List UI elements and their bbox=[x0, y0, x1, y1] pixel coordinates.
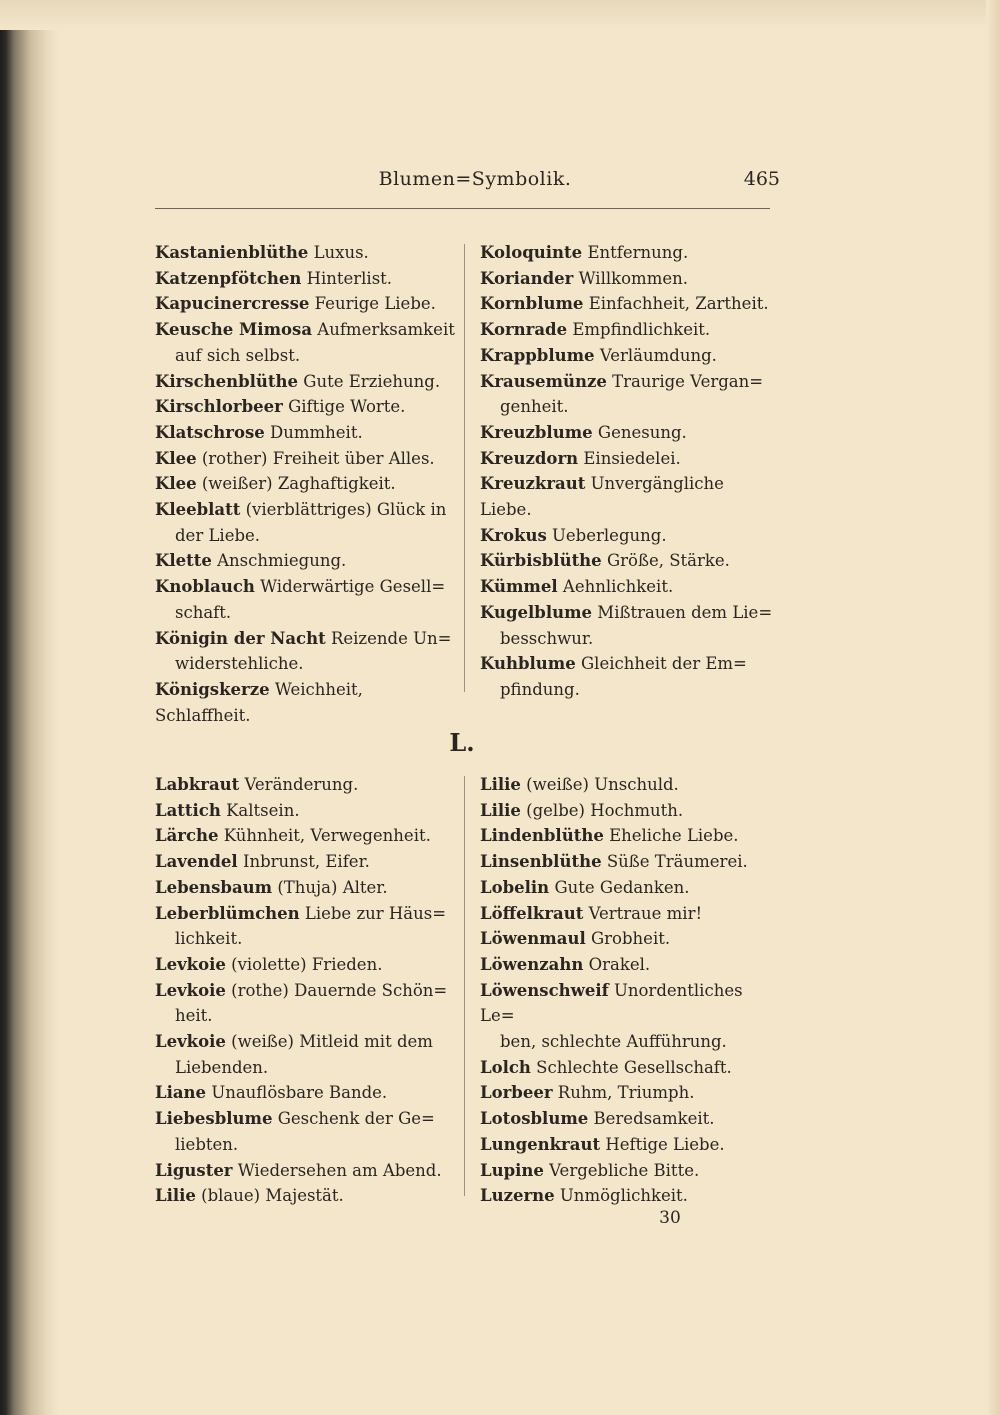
entry-term: Kreuzkraut bbox=[480, 474, 586, 494]
glossary-entry bbox=[480, 651, 780, 702]
printer-signature: 30 bbox=[659, 1208, 681, 1228]
entry-meaning: Schlechte Gesellschaft. bbox=[536, 1057, 732, 1077]
entry-meaning: Aufmerksamkeit bbox=[317, 320, 455, 340]
page-number: 465 bbox=[743, 168, 780, 190]
glossary-entry bbox=[480, 849, 780, 875]
entry-continuation: pfindung. bbox=[500, 679, 580, 699]
entry-meaning: (weißer) Zaghaftigkeit. bbox=[201, 474, 396, 494]
entry-meaning: Beredsamkeit. bbox=[593, 1109, 715, 1129]
glossary-entry bbox=[155, 952, 455, 978]
glossary-entry bbox=[155, 240, 455, 266]
entry-meaning: (violette) Frieden. bbox=[231, 954, 383, 974]
entry-meaning: Dummheit. bbox=[270, 422, 363, 442]
entry-term: Lärche bbox=[155, 826, 219, 846]
section-k-left-column bbox=[155, 240, 455, 728]
glossary-entry bbox=[480, 369, 780, 420]
entry-term: Löwenmaul bbox=[480, 929, 586, 949]
glossary-entry bbox=[480, 926, 780, 952]
entry-term: Kuhblume bbox=[480, 654, 576, 674]
entry-meaning: Veränderung. bbox=[244, 775, 359, 794]
glossary-entry bbox=[480, 901, 780, 927]
entry-meaning: Anschmiegung. bbox=[217, 551, 347, 571]
entry-term: Linsenblüthe bbox=[480, 852, 602, 872]
entry-meaning: Heftige Liebe. bbox=[605, 1134, 725, 1154]
entry-continuation: heit. bbox=[175, 1006, 213, 1026]
entry-meaning: Orakel. bbox=[588, 954, 651, 974]
entry-term: Kreuzdorn bbox=[480, 448, 579, 468]
entry-continuation: auf sich selbst. bbox=[175, 345, 301, 365]
entry-meaning: Einsiedelei. bbox=[583, 448, 681, 468]
entry-continuation: widerstehliche. bbox=[175, 654, 304, 674]
entry-meaning: (gelbe) Hochmuth. bbox=[526, 800, 684, 820]
section-heading-l: L. bbox=[449, 728, 475, 757]
entry-meaning: Ueberlegung. bbox=[552, 525, 667, 545]
glossary-entry bbox=[155, 317, 455, 368]
entry-meaning: (rother) Freiheit über Alles. bbox=[201, 448, 435, 468]
glossary-entry bbox=[480, 420, 780, 446]
entry-term: Labkraut bbox=[155, 775, 240, 794]
glossary-entry bbox=[155, 875, 455, 901]
entry-meaning: Vergebliche Bitte. bbox=[549, 1160, 700, 1180]
entry-term: Klee bbox=[155, 474, 197, 494]
entry-term: Luzerne bbox=[480, 1186, 555, 1206]
glossary-entry bbox=[155, 677, 455, 728]
entry-meaning: Gute Gedanken. bbox=[554, 877, 690, 897]
glossary-entry bbox=[155, 1183, 455, 1209]
entry-term: Keusche Mimosa bbox=[155, 320, 313, 340]
entry-meaning: Geschenk der Ge= bbox=[277, 1109, 435, 1129]
entry-meaning: Kühnheit, Verwegenheit. bbox=[223, 826, 431, 846]
glossary-entry bbox=[155, 901, 455, 952]
entry-meaning: (weiße) Unschuld. bbox=[526, 775, 679, 794]
entry-continuation: schaft. bbox=[175, 602, 232, 622]
entry-continuation: besschwur. bbox=[500, 628, 594, 648]
entry-term: Kornblume bbox=[480, 294, 584, 314]
entry-meaning: Grobheit. bbox=[590, 929, 671, 949]
book-binding bbox=[0, 0, 58, 1415]
entry-continuation: genheit. bbox=[500, 397, 569, 417]
entry-meaning: Aehnlichkeit. bbox=[562, 577, 674, 597]
entry-continuation: Liebenden. bbox=[175, 1057, 269, 1077]
page-right-edge bbox=[986, 0, 1000, 1415]
entry-term: Liguster bbox=[155, 1160, 233, 1180]
glossary-entry bbox=[480, 798, 780, 824]
entry-term: Kümmel bbox=[480, 577, 558, 597]
glossary-entry bbox=[155, 266, 455, 292]
entry-term: Kastanienblüthe bbox=[155, 243, 309, 262]
entry-term: Lorbeer bbox=[480, 1083, 553, 1103]
glossary-entry bbox=[480, 823, 780, 849]
entry-meaning: Süße Träumerei. bbox=[606, 852, 748, 872]
entry-meaning: Hinterlist. bbox=[306, 268, 393, 288]
glossary-entry bbox=[480, 1132, 780, 1158]
glossary-entry bbox=[155, 798, 455, 824]
entry-term: Kornrade bbox=[480, 320, 568, 340]
entry-meaning: Verläumdung. bbox=[599, 345, 717, 365]
entry-term: Lilie bbox=[155, 1186, 196, 1206]
entry-term: Lupine bbox=[480, 1160, 544, 1180]
glossary-entry bbox=[480, 1055, 780, 1081]
entry-meaning: Wiedersehen am Abend. bbox=[237, 1160, 442, 1180]
entry-meaning: Luxus. bbox=[313, 243, 369, 262]
entry-meaning: Weichheit, Schlaffheit. bbox=[155, 679, 363, 725]
glossary-entry bbox=[155, 548, 455, 574]
entry-term: Lattich bbox=[155, 800, 221, 820]
entry-meaning: Unvergängliche Liebe. bbox=[480, 474, 724, 520]
glossary-entry bbox=[155, 471, 455, 497]
glossary-entry bbox=[155, 626, 455, 677]
entry-term: Kirschenblüthe bbox=[155, 371, 299, 391]
glossary-entry bbox=[480, 446, 780, 472]
entry-term: Klee bbox=[155, 448, 197, 468]
entry-meaning: Widerwärtige Gesell= bbox=[260, 577, 446, 597]
entry-continuation: ben, schlechte Aufführung. bbox=[500, 1032, 727, 1052]
entry-term: Leberblümchen bbox=[155, 903, 300, 923]
entry-meaning: Unmöglichkeit. bbox=[559, 1186, 688, 1206]
entry-meaning: Feurige Liebe. bbox=[314, 294, 436, 314]
glossary-entry bbox=[155, 574, 455, 625]
entry-meaning: (weiße) Mitleid mit dem bbox=[231, 1032, 433, 1052]
glossary-entry bbox=[480, 240, 780, 266]
glossary-entry bbox=[480, 548, 780, 574]
column-divider bbox=[464, 244, 465, 692]
glossary-entry bbox=[155, 978, 455, 1029]
entry-term: Königin der Nacht bbox=[155, 628, 326, 648]
glossary-entry bbox=[155, 1029, 455, 1080]
glossary-entry bbox=[480, 471, 780, 522]
glossary-entry bbox=[480, 266, 780, 292]
section-l-right-column bbox=[480, 772, 780, 1209]
entry-continuation: liebten. bbox=[175, 1134, 239, 1154]
glossary-entry bbox=[480, 978, 780, 1055]
entry-meaning: Gleichheit der Em= bbox=[580, 654, 747, 674]
entry-term: Löwenschweif bbox=[480, 980, 609, 1000]
entry-meaning: Genesung. bbox=[597, 422, 687, 442]
entry-term: Krokus bbox=[480, 525, 547, 545]
section-l-left-column bbox=[155, 772, 455, 1209]
entry-term: Lotosblume bbox=[480, 1109, 589, 1129]
entry-meaning: (Thuja) Alter. bbox=[277, 877, 388, 897]
entry-term: Levkoie bbox=[155, 1032, 226, 1052]
glossary-entry bbox=[155, 497, 455, 548]
entry-term: Krausemünze bbox=[480, 371, 607, 391]
entry-meaning: Willkommen. bbox=[578, 268, 688, 288]
entry-meaning: Giftige Worte. bbox=[288, 397, 406, 417]
entry-term: Lebensbaum bbox=[155, 877, 273, 897]
entry-meaning: Inbrunst, Eifer. bbox=[242, 852, 370, 872]
glossary-entry bbox=[155, 1080, 455, 1106]
entry-term: Klette bbox=[155, 551, 212, 571]
entry-term: Liebesblume bbox=[155, 1109, 273, 1129]
section-k-right-column bbox=[480, 240, 780, 703]
entry-meaning: Traurige Vergan= bbox=[612, 371, 764, 391]
entry-term: Lilie bbox=[480, 800, 521, 820]
glossary-entry bbox=[480, 291, 780, 317]
entry-term: Koriander bbox=[480, 268, 574, 288]
glossary-entry bbox=[480, 317, 780, 343]
glossary-entry bbox=[480, 1080, 780, 1106]
glossary-entry bbox=[480, 574, 780, 600]
entry-meaning: Mißtrauen dem Lie= bbox=[597, 602, 773, 622]
entry-term: Koloquinte bbox=[480, 243, 583, 262]
entry-meaning: Reizende Un= bbox=[330, 628, 452, 648]
entry-term: Kreuzblume bbox=[480, 422, 593, 442]
entry-meaning: Eheliche Liebe. bbox=[609, 826, 739, 846]
glossary-entry bbox=[480, 772, 780, 798]
entry-meaning: (blaue) Majestät. bbox=[201, 1186, 344, 1206]
entry-term: Klatschrose bbox=[155, 422, 265, 442]
entry-meaning: Einfachheit, Zartheit. bbox=[588, 294, 769, 314]
glossary-entry bbox=[480, 1106, 780, 1132]
glossary-entry bbox=[155, 394, 455, 420]
entry-term: Kirschlorbeer bbox=[155, 397, 283, 417]
entry-continuation: lichkeit. bbox=[175, 929, 243, 949]
entry-meaning: Gute Erziehung. bbox=[303, 371, 441, 391]
running-head-title: Blumen=Symbolik. bbox=[378, 168, 572, 190]
entry-term: Krappblume bbox=[480, 345, 595, 365]
entry-meaning: Liebe zur Häus= bbox=[304, 903, 447, 923]
entry-term: Knoblauch bbox=[155, 577, 255, 597]
entry-meaning: Größe, Stärke. bbox=[606, 551, 730, 571]
entry-meaning: Vertraue mir! bbox=[588, 903, 703, 923]
entry-term: Königskerze bbox=[155, 679, 270, 699]
entry-term: Lolch bbox=[480, 1057, 531, 1077]
entry-term: Levkoie bbox=[155, 954, 226, 974]
entry-meaning: Unauflösbare Bande. bbox=[211, 1083, 388, 1103]
glossary-entry bbox=[155, 446, 455, 472]
glossary-entry bbox=[155, 369, 455, 395]
entry-term: Lavendel bbox=[155, 852, 238, 872]
entry-term: Kürbisblüthe bbox=[480, 551, 602, 571]
glossary-entry bbox=[480, 1158, 780, 1184]
entry-term: Levkoie bbox=[155, 980, 226, 1000]
glossary-entry bbox=[155, 1106, 455, 1157]
glossary-entry bbox=[155, 1158, 455, 1184]
entry-meaning: Entfernung. bbox=[587, 243, 689, 262]
entry-meaning: (vierblättriges) Glück in bbox=[245, 500, 447, 520]
entry-term: Kugelblume bbox=[480, 602, 593, 622]
entry-term: Kleeblatt bbox=[155, 500, 241, 520]
entry-term: Löwenzahn bbox=[480, 954, 584, 974]
glossary-entry bbox=[480, 875, 780, 901]
glossary-entry bbox=[480, 952, 780, 978]
glossary-entry bbox=[480, 343, 780, 369]
glossary-entry bbox=[480, 600, 780, 651]
glossary-entry bbox=[155, 849, 455, 875]
page-top-edge bbox=[0, 0, 1000, 30]
glossary-entry bbox=[155, 823, 455, 849]
entry-term: Lilie bbox=[480, 775, 521, 794]
column-divider bbox=[464, 776, 465, 1196]
glossary-entry bbox=[155, 291, 455, 317]
entry-term: Kapucinercresse bbox=[155, 294, 310, 314]
entry-meaning: Unordentliches Le= bbox=[480, 980, 743, 1026]
glossary-entry bbox=[480, 523, 780, 549]
entry-term: Löffelkraut bbox=[480, 903, 584, 923]
entry-term: Lungenkraut bbox=[480, 1134, 601, 1154]
glossary-entry bbox=[155, 420, 455, 446]
header-rule bbox=[155, 208, 770, 209]
entry-term: Lobelin bbox=[480, 877, 550, 897]
glossary-entry bbox=[155, 772, 455, 798]
entry-continuation: der Liebe. bbox=[175, 525, 261, 545]
entry-meaning: Kaltsein. bbox=[226, 800, 300, 820]
entry-term: Katzenpfötchen bbox=[155, 268, 302, 288]
entry-term: Liane bbox=[155, 1083, 207, 1103]
entry-meaning: Ruhm, Triumph. bbox=[557, 1083, 695, 1103]
entry-meaning: (rothe) Dauernde Schön= bbox=[231, 980, 448, 1000]
glossary-entry bbox=[480, 1183, 780, 1209]
entry-meaning: Empfindlichkeit. bbox=[572, 320, 711, 340]
entry-term: Lindenblüthe bbox=[480, 826, 604, 846]
